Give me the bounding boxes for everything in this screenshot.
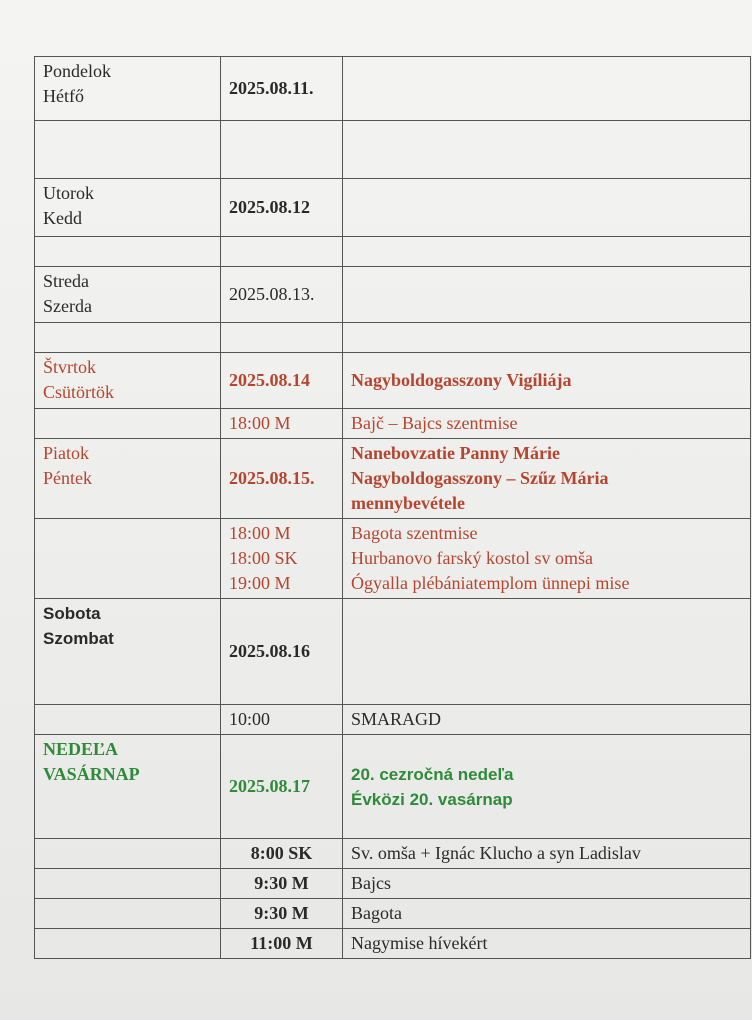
day-name-cell [35,267,221,323]
feast-title [343,439,751,519]
feast-title-hu: Nagyboldogasszony – Szűz Mária [351,468,609,488]
event-times [221,519,343,599]
event-description: Sv. omša + Ignác Klucho a syn Ladislav [343,839,751,869]
description-cell [343,599,751,705]
description-cell [343,179,751,237]
empty-row [35,121,751,179]
day-name-hu: Szerda [43,296,92,316]
event-description: SMARAGD [343,705,751,735]
day-name-hu: Szombat [43,629,114,648]
date-cell: 2025.08.14 [221,353,343,409]
day-name-hu: Csütörtök [43,382,115,402]
date-cell: 2025.08.13. [221,267,343,323]
day-name-hu: Kedd [43,208,82,228]
day-name-hu: VASÁRNAP [43,764,140,784]
event-time: 18:00 M [221,409,343,439]
day-name-cell [35,439,221,519]
event-time: 18:00 SK [229,548,298,568]
event-description: Bajcs [343,869,751,899]
day-row-monday [35,57,751,121]
date-cell: 2025.08.11. [221,57,343,121]
event-row [35,899,751,929]
description-cell [343,267,751,323]
event-description: Bajč – Bajcs szentmise [343,409,751,439]
event-time: 18:00 M [229,523,291,543]
event-description: Nagymise hívekért [343,929,751,959]
event-row [35,929,751,959]
event-time: 10:00 [221,705,343,735]
feast-title-hu-cont: mennybevétele [351,493,465,513]
feast-title: Nagyboldogasszony Vigíliája [343,353,751,409]
empty-row [35,323,751,353]
event-row [35,519,751,599]
day-row-wednesday [35,267,751,323]
date-cell: 2025.08.12 [221,179,343,237]
sunday-title [343,735,751,839]
feast-title-sk: Nanebovzatie Panny Márie [351,443,560,463]
description-cell [343,57,751,121]
event-description: Bagota [343,899,751,929]
sunday-title-sk: 20. cezročná nedeľa [351,764,514,784]
day-name-sk: Pondelok [43,61,112,81]
event-time: 19:00 M [229,573,291,593]
day-row-tuesday [35,179,751,237]
weekly-mass-schedule [34,56,751,959]
day-row-saturday [35,599,751,705]
date-cell: 2025.08.15. [221,439,343,519]
day-name-cell [35,179,221,237]
day-name-sk: Utorok [43,183,94,203]
event-time: 11:00 M [221,929,343,959]
day-row-friday [35,439,751,519]
event-time: 9:30 M [221,869,343,899]
day-name-cell [35,57,221,121]
event-description: Hurbanovo farský kostol sv omša [351,548,593,568]
day-name-cell [35,735,221,839]
day-name-sk: NEDEĽA [43,739,119,759]
day-name-cell [35,599,221,705]
day-name-sk: Piatok [43,443,90,463]
day-name-cell [35,353,221,409]
day-name-sk: Streda [43,271,89,291]
sunday-title-hu: Évközi 20. vasárnap [351,789,513,809]
event-row [35,705,751,735]
event-description: Bagota szentmise [351,523,478,543]
event-row [35,869,751,899]
empty-row [35,237,751,267]
day-name-sk: Štvrtok [43,357,97,377]
event-description: Ógyalla plébániatemplom ünnepi mise [351,573,630,593]
event-row [35,839,751,869]
date-cell: 2025.08.16 [221,599,343,705]
event-time: 9:30 M [221,899,343,929]
day-name-hu: Péntek [43,468,92,488]
event-descriptions [343,519,751,599]
day-row-thursday [35,353,751,409]
event-row [35,409,751,439]
event-time: 8:00 SK [221,839,343,869]
day-name-hu: Hétfő [43,86,84,106]
day-name-sk: Sobota [43,604,101,623]
date-cell: 2025.08.17 [221,735,343,839]
day-row-sunday [35,735,751,839]
